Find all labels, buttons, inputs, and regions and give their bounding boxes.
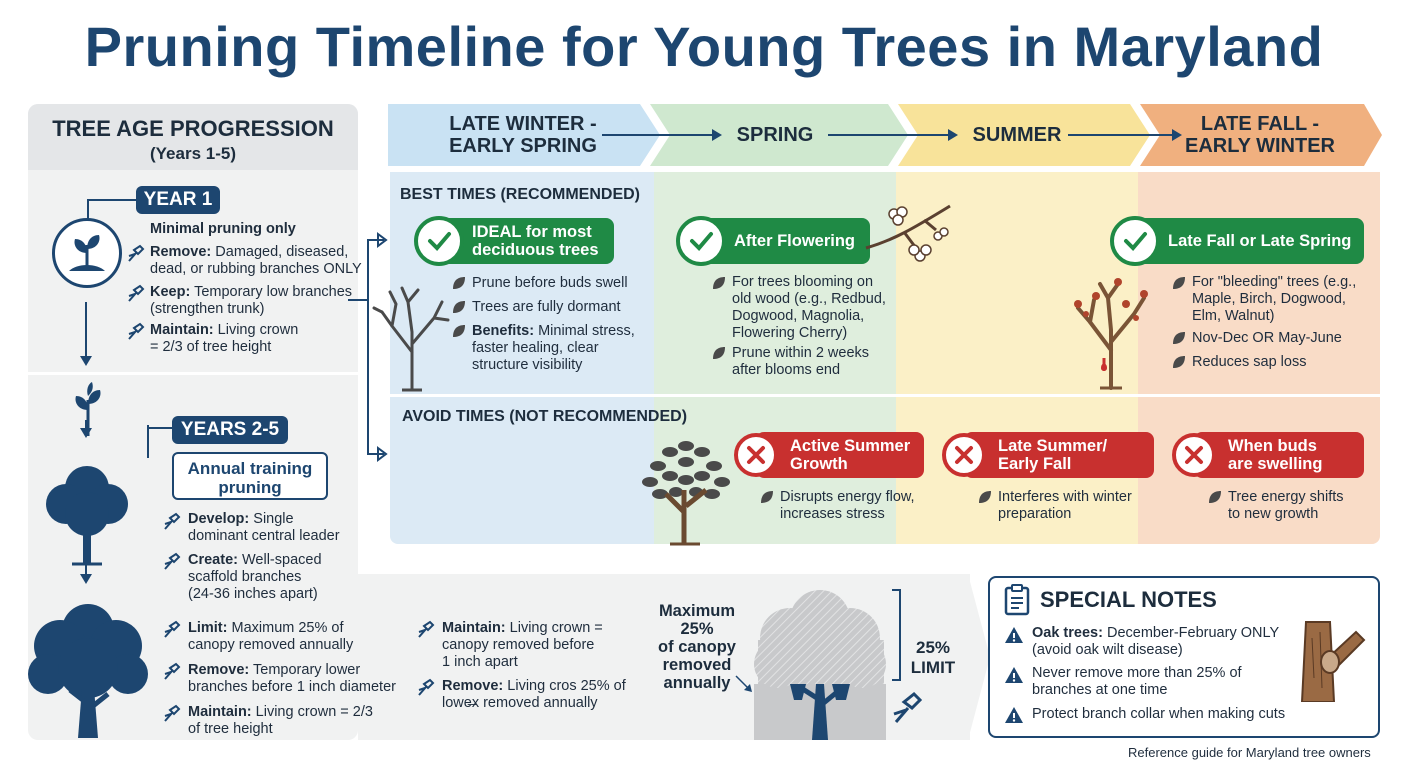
warning-icon: [1004, 666, 1024, 689]
fall-best-item-2: Nov-Dec OR May-June: [1192, 330, 1342, 346]
best-times-label: BEST TIMES (RECOMMENDED): [400, 186, 640, 203]
bottom-right-item-1: Maintain: Living crown = canopy removed before 1 inch apart: [442, 620, 603, 670]
x-icon: [1172, 433, 1216, 477]
footer-note: Reference guide for Maryland tree owners: [1128, 745, 1371, 760]
canopy-caption-line-4: removed: [662, 656, 732, 674]
tree-age-header: [28, 104, 358, 170]
pruner-icon: [162, 512, 182, 537]
season-spring: SPRING: [736, 124, 814, 146]
note-25-percent: Never remove more than 25% of branches at one time: [1032, 665, 1242, 698]
season-late-fall-line-1: LATE FALL -: [1200, 113, 1320, 135]
leaf-icon: [452, 300, 466, 319]
check-icon: [1110, 216, 1160, 266]
leaf-icon: [760, 490, 774, 509]
leaf-icon: [452, 324, 466, 343]
avoid-pill-summer: [756, 432, 924, 478]
years-2-5-badge: YEARS 2-5: [172, 416, 288, 444]
winter-best-item-3: Benefits: Minimal stress, faster healing, clear structure visibility: [472, 323, 635, 373]
check-icon: [414, 216, 464, 266]
season-summer: SUMMER: [972, 124, 1062, 146]
season-late-fall-line-2: EARLY WINTER: [1184, 135, 1336, 157]
annual-training-line-1: Annual training: [187, 459, 313, 478]
avoid-pill-summer-line-2: Growth: [790, 455, 848, 473]
leaf-icon: [712, 346, 726, 365]
year-1-item-3: Maintain: Living crown = 2/3 of tree height: [150, 322, 299, 355]
ideal-pill: [438, 218, 614, 264]
spring-best-item-1: For trees blooming on old wood (e.g., Redbud, Dogwood, Magnolia, Flowering Cherry): [732, 274, 886, 341]
winter-best-item-1: Prune before buds swell: [472, 275, 628, 291]
blossom-branch-icon: [864, 200, 954, 275]
pruner-icon: [162, 620, 182, 645]
late-fall-pill: Late Fall or Late Spring: [1134, 218, 1364, 264]
canopy-caption-line-3: of canopy: [658, 638, 736, 656]
avoid-times-label: AVOID TIMES (NOT RECOMMENDED): [402, 408, 688, 425]
canopy-caption-line-1: Maximum: [658, 602, 736, 620]
page-title: Pruning Timeline for Young Trees in Maryland: [84, 15, 1324, 78]
avoid-text-late-summer: Interferes with winter preparation: [998, 489, 1132, 522]
pruner-icon: [162, 704, 182, 729]
limit-label: [906, 638, 960, 678]
tree-age-heading: TREE AGE PROGRESSION: [52, 116, 334, 141]
season-late-winter-line-1: LATE WINTER -: [449, 113, 597, 135]
leaf-icon: [452, 276, 466, 295]
section-divider: [28, 372, 358, 375]
warning-icon: [1004, 626, 1024, 649]
avoid-pill-late-summer-line-1: Late Summer/: [998, 437, 1108, 455]
note-branch-collar: Protect branch collar when making cuts: [1032, 706, 1286, 722]
bare-tree-icon: [372, 282, 452, 397]
canopy-caption-line-5: annually: [663, 674, 731, 692]
avoid-pill-summer-line-1: Active Summer: [790, 437, 911, 455]
seedling-icon: [52, 218, 122, 288]
special-notes-heading: SPECIAL NOTES: [1040, 587, 1217, 612]
x-icon: [734, 433, 778, 477]
bottom-right-item-2: Remove: Living cros 25% of lowe̶x removed annually: [442, 678, 626, 711]
avoid-text-buds: Tree energy shifts to new growth: [1228, 489, 1344, 522]
leaf-icon: [1172, 355, 1186, 374]
year-1-item-1: Remove: Damaged, diseased, dead, or rubbing branches ONLY: [150, 244, 362, 277]
leaf-icon: [712, 276, 726, 295]
pruner-icon: [162, 662, 182, 687]
bottom-item-1: Limit: Maximum 25% of canopy removed annually: [188, 620, 354, 653]
limit-label-line-2: LIMIT: [910, 658, 956, 677]
leaf-icon: [1172, 331, 1186, 350]
winter-best-item-2: Trees are fully dormant: [472, 299, 621, 315]
mature-tree-icon: [26, 600, 150, 745]
year-1-item-2: Keep: Temporary low branches (strengthen trunk): [150, 284, 353, 317]
limit-label-line-1: 25%: [915, 638, 951, 657]
ideal-pill-line-2: deciduous trees: [472, 241, 599, 259]
fall-best-item-3: Reduces sap loss: [1192, 354, 1307, 370]
pruner-icon: [126, 244, 146, 269]
pruner-icon: [126, 284, 146, 309]
x-icon: [942, 433, 986, 477]
years-2-5-item-1: Develop: Single dominant central leader: [188, 511, 340, 544]
sprout-icon: [68, 382, 108, 443]
row-divider: [390, 394, 1380, 397]
leafy-tree-icon: [640, 432, 732, 551]
pruning-shears-icon: [892, 692, 922, 729]
avoid-pill-late-summer: [964, 432, 1154, 478]
leaf-icon: [1208, 490, 1222, 509]
note-oak: Oak trees: December-February ONLY (avoid oak wilt disease): [1032, 625, 1280, 658]
avoid-text-summer: Disrupts energy flow, increases stress: [780, 489, 915, 522]
warning-icon: [1004, 706, 1024, 729]
branch-collar-icon: [1292, 618, 1372, 707]
avoid-pill-buds-line-2: are swelling: [1228, 455, 1323, 473]
season-late-winter-line-2: EARLY SPRING: [449, 135, 597, 157]
pruner-icon: [416, 678, 436, 703]
avoid-pill-buds: [1194, 432, 1364, 478]
bleeding-tree-icon: [1066, 274, 1156, 395]
young-tree-icon: [42, 456, 132, 573]
canopy-limit-graphic: [732, 580, 912, 740]
check-icon: [676, 216, 726, 266]
fall-best-item-1: For "bleeding" trees (e.g., Maple, Birch, Dogwood, Elm, Walnut): [1192, 274, 1357, 324]
canopy-caption: [652, 602, 742, 692]
ideal-pill-line-1: IDEAL for most: [472, 223, 592, 241]
pruner-icon: [126, 322, 146, 347]
year-1-intro: Minimal pruning only: [150, 221, 296, 237]
years-2-5-item-2: Create: Well-spaced scaffold branches (24-36 inches apart): [188, 552, 322, 602]
bottom-item-2: Remove: Temporary lower branches before 1 inch diameter: [188, 662, 396, 695]
clipboard-icon: [1004, 584, 1030, 621]
bottom-item-3: Maintain: Living crown = 2/3 of tree height: [188, 704, 373, 737]
year-1-badge: YEAR 1: [136, 186, 220, 214]
annual-training-line-2: pruning: [218, 478, 282, 497]
spring-best-item-2: Prune within 2 weeks after blooms end: [732, 345, 870, 378]
pruner-icon: [162, 552, 182, 577]
after-flowering-pill: After Flowering: [700, 218, 870, 264]
season-late-winter: [408, 104, 638, 166]
season-late-fall: [1150, 104, 1370, 166]
avoid-pill-late-summer-line-2: Early Fall: [998, 455, 1072, 473]
avoid-pill-buds-line-1: When buds: [1228, 437, 1317, 455]
leaf-icon: [978, 490, 992, 509]
pruner-icon: [416, 620, 436, 645]
tree-age-subheading: (Years 1-5): [150, 144, 236, 163]
annual-training-box: [172, 452, 328, 500]
canopy-caption-line-2: 25%: [680, 620, 714, 638]
leaf-icon: [1172, 276, 1186, 295]
